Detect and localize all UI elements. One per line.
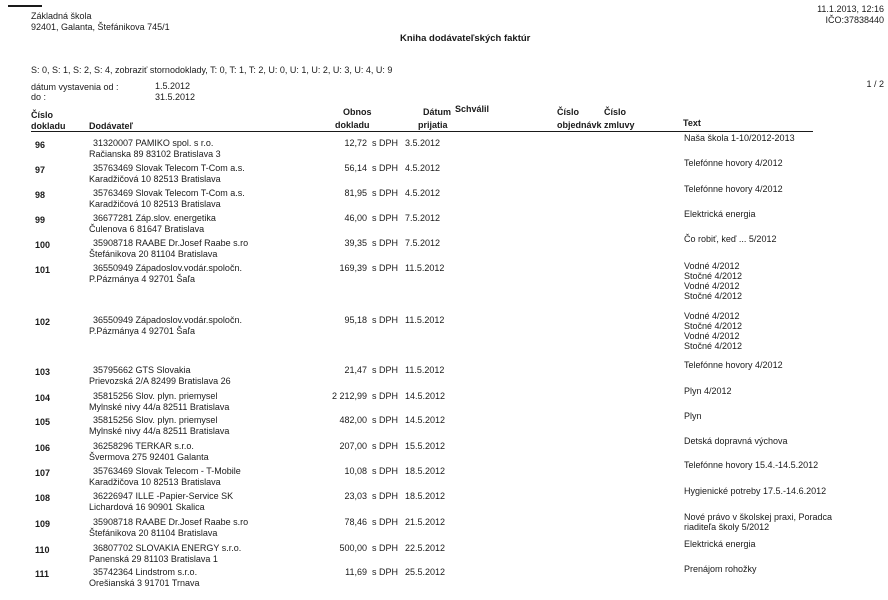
invoice-text: Elektrická energia <box>684 539 756 549</box>
vat-label: s DPH <box>372 213 399 223</box>
print-datetime: 11.1.2013, 12:16 <box>817 4 884 14</box>
col-header-text: Text <box>683 118 701 128</box>
amount: 207,00 <box>339 441 367 451</box>
invoice-number: 107 <box>35 468 51 478</box>
school-name: Základná škola <box>31 11 92 21</box>
invoice-number: 111 <box>35 569 50 579</box>
supplier-address: P.Pázmánya 4 92701 Šaľa <box>89 274 196 284</box>
col-header-number-line1: Číslo <box>31 110 54 120</box>
col-header-amount-line2: dokladu <box>335 120 370 130</box>
amount: 23,03 <box>344 491 367 501</box>
vat-label: s DPH <box>372 466 399 476</box>
school-address: 92401, Galanta, Štefánikova 745/1 <box>31 22 170 32</box>
invoice-text: Vodné 4/2012 <box>684 281 740 291</box>
invoice-number: 106 <box>35 443 51 453</box>
supplier: 35908718 RAABE Dr.Josef Raabe s.ro <box>93 238 249 248</box>
invoice-number: 108 <box>35 493 51 503</box>
col-header-supplier: Dodávateľ <box>89 121 133 131</box>
date-from: 1.5.2012 <box>155 81 191 91</box>
supplier: 35763469 Slovak Telecom T-Com a.s. <box>93 163 245 173</box>
col-header-date-line2: prijatia <box>418 120 448 130</box>
invoice-text: Nové právo v školskej praxi, Poradca <box>684 512 833 522</box>
date-received: 4.5.2012 <box>405 163 441 173</box>
invoice-text: Telefónne hovory 4/2012 <box>684 360 783 370</box>
date-received: 11.5.2012 <box>405 263 445 273</box>
invoice-number: 100 <box>35 240 51 250</box>
supplier-address: Karadžičova 10 82513 Bratislava <box>89 477 221 487</box>
vat-label: s DPH <box>372 365 399 375</box>
col-header-order <box>557 107 602 131</box>
invoice-text: Plyn 4/2012 <box>684 386 732 396</box>
invoice-text: Hygienické potreby 17.5.-14.6.2012 <box>684 486 827 496</box>
supplier: 36258296 TERKAR s.r.o. <box>93 441 194 451</box>
date-received: 25.5.2012 <box>405 567 446 577</box>
vat-label: s DPH <box>372 517 399 527</box>
invoice-text: Telefónne hovory 4/2012 <box>684 158 783 168</box>
col-header-number <box>31 110 66 132</box>
date-received: 3.5.2012 <box>405 138 441 148</box>
invoice-number: 104 <box>35 393 51 403</box>
supplier: 36677281 Záp.slov. energetika <box>93 213 216 223</box>
amount: 56,14 <box>344 163 367 173</box>
date-received: 18.5.2012 <box>405 466 446 476</box>
vat-label: s DPH <box>372 238 399 248</box>
amount: 21,47 <box>344 365 367 375</box>
supplier-address: Čulenova 6 81647 Bratislava <box>89 224 205 234</box>
invoice-text: Detská dopravná výchova <box>684 436 788 446</box>
date-received: 18.5.2012 <box>405 491 446 501</box>
col-header-contract-line1: Číslo <box>604 107 627 117</box>
amount: 500,00 <box>339 543 367 553</box>
col-header-date <box>418 107 451 131</box>
invoice-text: Stočné 4/2012 <box>684 341 743 351</box>
amount: 12,72 <box>344 138 367 148</box>
invoice-number: 103 <box>35 367 51 377</box>
date-received: 7.5.2012 <box>405 213 441 223</box>
vat-label: s DPH <box>372 491 399 501</box>
supplier-address: Račianska 89 83102 Bratislava 3 <box>89 149 221 159</box>
supplier-address: Mylnské nivy 44/a 82511 Bratislava <box>89 402 230 412</box>
col-header-order-line2: objednávk <box>557 120 602 130</box>
amount: 11,69 <box>345 567 367 577</box>
invoice-text: Naša škola 1-10/2012-2013 <box>684 133 795 143</box>
vat-label: s DPH <box>372 543 399 553</box>
date-to: 31.5.2012 <box>155 92 196 102</box>
date-received: 21.5.2012 <box>405 517 446 527</box>
invoice-number: 99 <box>35 215 46 225</box>
date-received: 4.5.2012 <box>405 188 441 198</box>
invoice-text: riaditeľa školy 5/2012 <box>684 522 770 532</box>
supplier-address: P.Pázmánya 4 92701 Šaľa <box>89 326 196 336</box>
vat-label: s DPH <box>372 315 399 325</box>
vat-label: s DPH <box>372 415 399 425</box>
filter-line: S: 0, S: 1, S: 2, S: 4, zobraziť stornodoklady, T: 0, T: 1, T: 2, U: 0, U: 1, U: 2, U: 3, U: 4, U: 9 <box>31 65 393 75</box>
document-title: Kniha dodávateľských faktúr <box>400 33 531 44</box>
supplier-address: Karadžičová 10 82513 Bratislava <box>89 199 221 209</box>
invoice-text: Čo robiť, keď ... 5/2012 <box>684 234 777 244</box>
supplier-address: Švermova 275 92401 Galanta <box>89 452 209 462</box>
amount: 2 212,99 <box>331 391 367 401</box>
vat-label: s DPH <box>372 567 399 577</box>
invoice-text: Plyn <box>684 411 702 421</box>
supplier-address: Lichardová 16 90901 Skalica <box>89 502 205 512</box>
date-received: 14.5.2012 <box>405 415 446 425</box>
amount: 169,39 <box>339 263 367 273</box>
vat-label: s DPH <box>372 163 399 173</box>
page-number: 1 / 2 <box>866 79 884 89</box>
vat-label: s DPH <box>372 138 399 148</box>
invoice-text: Telefónne hovory 4/2012 <box>684 184 783 194</box>
invoice-text: Stočné 4/2012 <box>684 321 743 331</box>
date-received: 22.5.2012 <box>405 543 446 553</box>
supplier: 35815256 Slov. plyn. priemysel <box>93 391 218 401</box>
invoice-text: Vodné 4/2012 <box>684 311 740 321</box>
vat-label: s DPH <box>372 188 399 198</box>
invoice-number: 110 <box>35 545 50 555</box>
col-header-number-line2: dokladu <box>31 121 66 131</box>
col-header-contract <box>604 107 635 131</box>
col-header-amount-line1: Obnos <box>343 107 372 117</box>
header-rule <box>8 5 42 7</box>
supplier-address: Karadžičová 10 82513 Bratislava <box>89 174 221 184</box>
date-received: 14.5.2012 <box>405 391 446 401</box>
invoice-text: Elektrická energia <box>684 209 756 219</box>
date-received: 15.5.2012 <box>405 441 446 451</box>
col-header-approved: Schválil <box>455 104 490 114</box>
supplier-address: Štefánikova 20 81104 Bratislava <box>89 249 218 259</box>
invoice-number: 101 <box>35 265 51 275</box>
supplier-address: Orešianská 3 91701 Trnava <box>89 578 200 588</box>
invoice-text: Prenájom rohožky <box>684 564 757 574</box>
supplier: 31320007 PAMIKO spol. s r.o. <box>93 138 214 148</box>
supplier: 35908718 RAABE Dr.Josef Raabe s.ro <box>93 517 249 527</box>
col-header-amount <box>335 107 372 131</box>
vat-label: s DPH <box>372 391 399 401</box>
vat-label: s DPH <box>372 263 399 273</box>
col-header-date-line1: Dátum <box>423 107 452 117</box>
supplier-address: Panenská 29 81103 Bratislava 1 <box>89 554 218 564</box>
date-received: 11.5.2012 <box>405 365 445 375</box>
invoice-number: 109 <box>35 519 51 529</box>
invoice-number: 97 <box>35 165 46 175</box>
supplier: 36550949 Západoslov.vodár.spoločn. <box>93 315 242 325</box>
amount: 39,35 <box>344 238 367 248</box>
col-header-order-line1: Číslo <box>557 107 580 117</box>
supplier-address: Prievozská 2/A 82499 Bratislava 26 <box>89 376 231 386</box>
amount: 10,08 <box>344 466 367 476</box>
amount: 81,95 <box>344 188 367 198</box>
invoice-text: Vodné 4/2012 <box>684 261 740 271</box>
date-received: 7.5.2012 <box>405 238 441 248</box>
invoice-text: Stočné 4/2012 <box>684 271 743 281</box>
invoice-text: Telefónne hovory 15.4.-14.5.2012 <box>684 460 819 470</box>
supplier-address: Mylnské nivy 44/a 82511 Bratislava <box>89 426 230 436</box>
supplier: 36807702 SLOVAKIA ENERGY s.r.o. <box>93 543 242 553</box>
invoice-number: 96 <box>35 140 46 150</box>
date-from-label: dátum vystavenia od : <box>31 82 119 92</box>
amount: 46,00 <box>344 213 367 223</box>
supplier: 35795662 GTS Slovakia <box>93 365 191 375</box>
invoice-number: 105 <box>35 417 51 427</box>
date-to-label: do : <box>31 92 47 102</box>
invoice-number: 102 <box>35 317 51 327</box>
ico: IČO:37838440 <box>825 15 884 25</box>
date-received: 11.5.2012 <box>405 315 445 325</box>
vat-label: s DPH <box>372 441 399 451</box>
supplier: 35763469 Slovak Telecom - T-Mobile <box>93 466 241 476</box>
supplier: 36550949 Západoslov.vodár.spoločn. <box>93 263 242 273</box>
invoice-text: Vodné 4/2012 <box>684 331 740 341</box>
supplier-address: Štefánikova 20 81104 Bratislava <box>89 528 218 538</box>
supplier: 35742364 Lindstrom s.r.o. <box>93 567 198 577</box>
amount: 95,18 <box>344 315 367 325</box>
supplier: 35763469 Slovak Telecom T-Com a.s. <box>93 188 245 198</box>
amount: 482,00 <box>339 415 367 425</box>
supplier: 36226947 ILLE -Papier-Service SK <box>93 491 234 501</box>
header-divider <box>31 131 813 132</box>
supplier: 35815256 Slov. plyn. priemysel <box>93 415 218 425</box>
amount: 78,46 <box>344 517 367 527</box>
invoice-number: 98 <box>35 190 46 200</box>
col-header-contract-line2: zmluvy <box>604 120 635 130</box>
invoice-text: Stočné 4/2012 <box>684 291 743 301</box>
